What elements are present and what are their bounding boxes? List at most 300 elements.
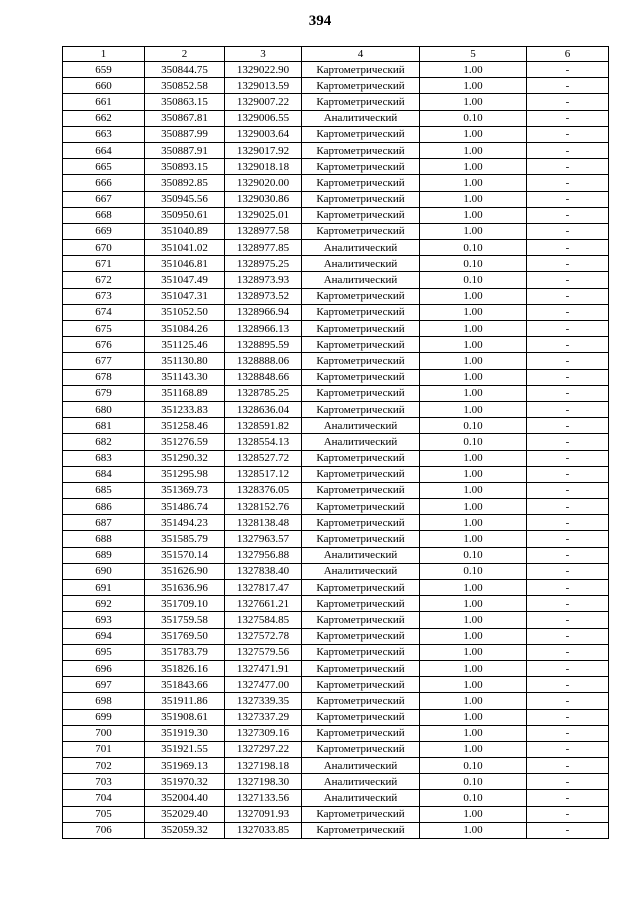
method-cell: Аналитический	[302, 256, 420, 272]
note-cell: -	[527, 434, 609, 450]
note-cell: -	[527, 790, 609, 806]
x-coordinate-cell: 351908.61	[145, 709, 225, 725]
note-cell: -	[527, 401, 609, 417]
method-cell: Картометрический	[302, 126, 420, 142]
y-coordinate-cell: 1329018.18	[225, 159, 302, 175]
y-coordinate-cell: 1328977.58	[225, 223, 302, 239]
x-coordinate-cell: 351843.66	[145, 677, 225, 693]
point-number-cell: 700	[63, 725, 145, 741]
accuracy-cell: 1.00	[420, 401, 527, 417]
accuracy-cell: 1.00	[420, 466, 527, 482]
table-row	[63, 256, 609, 272]
note-cell: -	[527, 78, 609, 94]
point-number-cell: 664	[63, 142, 145, 158]
y-coordinate-cell: 1328785.25	[225, 385, 302, 401]
point-number-cell: 683	[63, 450, 145, 466]
y-coordinate-cell: 1327661.21	[225, 596, 302, 612]
table-body	[63, 62, 609, 839]
note-cell: -	[527, 450, 609, 466]
method-cell: Картометрический	[302, 806, 420, 822]
table-row	[63, 482, 609, 498]
y-coordinate-cell: 1328973.93	[225, 272, 302, 288]
table-row	[63, 515, 609, 531]
x-coordinate-cell: 351290.32	[145, 450, 225, 466]
table-row	[63, 337, 609, 353]
x-coordinate-cell: 350852.58	[145, 78, 225, 94]
y-coordinate-cell: 1327579.56	[225, 644, 302, 660]
y-coordinate-cell: 1329020.00	[225, 175, 302, 191]
y-coordinate-cell: 1328966.94	[225, 304, 302, 320]
x-coordinate-cell: 351636.96	[145, 580, 225, 596]
point-number-cell: 698	[63, 693, 145, 709]
x-coordinate-cell: 351969.13	[145, 758, 225, 774]
note-cell: -	[527, 62, 609, 78]
x-coordinate-cell: 351046.81	[145, 256, 225, 272]
note-cell: -	[527, 272, 609, 288]
y-coordinate-cell: 1327198.30	[225, 774, 302, 790]
table-row	[63, 78, 609, 94]
method-cell: Картометрический	[302, 159, 420, 175]
note-cell: -	[527, 660, 609, 676]
accuracy-cell: 0.10	[420, 758, 527, 774]
x-coordinate-cell: 351709.10	[145, 596, 225, 612]
accuracy-cell: 1.00	[420, 628, 527, 644]
table-row	[63, 126, 609, 142]
x-coordinate-cell: 352029.40	[145, 806, 225, 822]
note-cell: -	[527, 693, 609, 709]
accuracy-cell: 1.00	[420, 450, 527, 466]
x-coordinate-cell: 350893.15	[145, 159, 225, 175]
y-coordinate-cell: 1328977.85	[225, 240, 302, 256]
method-cell: Картометрический	[302, 725, 420, 741]
table-row	[63, 94, 609, 110]
y-coordinate-cell: 1328848.66	[225, 369, 302, 385]
x-coordinate-cell: 351919.30	[145, 725, 225, 741]
method-cell: Картометрический	[302, 822, 420, 838]
point-number-cell: 680	[63, 401, 145, 417]
table-row	[63, 110, 609, 126]
x-coordinate-cell: 350844.75	[145, 62, 225, 78]
method-cell: Картометрический	[302, 288, 420, 304]
table-row	[63, 207, 609, 223]
column-header: 5	[420, 47, 527, 62]
accuracy-cell: 0.10	[420, 256, 527, 272]
point-number-cell: 695	[63, 644, 145, 660]
method-cell: Картометрический	[302, 677, 420, 693]
y-coordinate-cell: 1327477.00	[225, 677, 302, 693]
table-row	[63, 142, 609, 158]
accuracy-cell: 1.00	[420, 515, 527, 531]
note-cell: -	[527, 304, 609, 320]
accuracy-cell: 1.00	[420, 175, 527, 191]
table-row	[63, 644, 609, 660]
point-number-cell: 693	[63, 612, 145, 628]
point-number-cell: 661	[63, 94, 145, 110]
x-coordinate-cell: 351276.59	[145, 434, 225, 450]
accuracy-cell: 0.10	[420, 110, 527, 126]
note-cell: -	[527, 256, 609, 272]
method-cell: Картометрический	[302, 62, 420, 78]
accuracy-cell: 0.10	[420, 272, 527, 288]
y-coordinate-cell: 1328554.13	[225, 434, 302, 450]
y-coordinate-cell: 1327572.78	[225, 628, 302, 644]
accuracy-cell: 0.10	[420, 418, 527, 434]
note-cell: -	[527, 758, 609, 774]
point-number-cell: 682	[63, 434, 145, 450]
note-cell: -	[527, 94, 609, 110]
x-coordinate-cell: 352059.32	[145, 822, 225, 838]
accuracy-cell: 1.00	[420, 62, 527, 78]
method-cell: Картометрический	[302, 693, 420, 709]
method-cell: Картометрический	[302, 78, 420, 94]
accuracy-cell: 1.00	[420, 612, 527, 628]
y-coordinate-cell: 1327584.85	[225, 612, 302, 628]
point-number-cell: 676	[63, 337, 145, 353]
y-coordinate-cell: 1329022.90	[225, 62, 302, 78]
accuracy-cell: 1.00	[420, 709, 527, 725]
note-cell: -	[527, 385, 609, 401]
y-coordinate-cell: 1329013.59	[225, 78, 302, 94]
table-row	[63, 321, 609, 337]
point-number-cell: 704	[63, 790, 145, 806]
note-cell: -	[527, 515, 609, 531]
method-cell: Аналитический	[302, 110, 420, 126]
note-cell: -	[527, 191, 609, 207]
method-cell: Аналитический	[302, 774, 420, 790]
x-coordinate-cell: 351970.32	[145, 774, 225, 790]
method-cell: Аналитический	[302, 240, 420, 256]
accuracy-cell: 1.00	[420, 822, 527, 838]
x-coordinate-cell: 351626.90	[145, 563, 225, 579]
method-cell: Аналитический	[302, 418, 420, 434]
column-header: 2	[145, 47, 225, 62]
column-header: 6	[527, 47, 609, 62]
column-header: 1	[63, 47, 145, 62]
coordinates-table	[62, 46, 609, 839]
x-coordinate-cell: 351921.55	[145, 741, 225, 757]
x-coordinate-cell: 351494.23	[145, 515, 225, 531]
note-cell: -	[527, 337, 609, 353]
method-cell: Картометрический	[302, 515, 420, 531]
accuracy-cell: 1.00	[420, 304, 527, 320]
accuracy-cell: 1.00	[420, 126, 527, 142]
note-cell: -	[527, 321, 609, 337]
table-row	[63, 563, 609, 579]
method-cell: Картометрический	[302, 337, 420, 353]
table-row	[63, 288, 609, 304]
table-row	[63, 741, 609, 757]
table-row	[63, 62, 609, 78]
method-cell: Картометрический	[302, 191, 420, 207]
note-cell: -	[527, 709, 609, 725]
note-cell: -	[527, 126, 609, 142]
accuracy-cell: 1.00	[420, 693, 527, 709]
method-cell: Картометрический	[302, 531, 420, 547]
note-cell: -	[527, 418, 609, 434]
point-number-cell: 699	[63, 709, 145, 725]
y-coordinate-cell: 1327297.22	[225, 741, 302, 757]
point-number-cell: 702	[63, 758, 145, 774]
note-cell: -	[527, 563, 609, 579]
point-number-cell: 673	[63, 288, 145, 304]
method-cell: Картометрический	[302, 353, 420, 369]
point-number-cell: 694	[63, 628, 145, 644]
point-number-cell: 670	[63, 240, 145, 256]
point-number-cell: 692	[63, 596, 145, 612]
x-coordinate-cell: 350887.99	[145, 126, 225, 142]
accuracy-cell: 1.00	[420, 191, 527, 207]
table-row	[63, 822, 609, 838]
table-row	[63, 401, 609, 417]
note-cell: -	[527, 142, 609, 158]
table-row	[63, 596, 609, 612]
y-coordinate-cell: 1327091.93	[225, 806, 302, 822]
table-row	[63, 790, 609, 806]
table-row	[63, 466, 609, 482]
point-number-cell: 678	[63, 369, 145, 385]
y-coordinate-cell: 1329007.22	[225, 94, 302, 110]
table-row	[63, 612, 609, 628]
y-coordinate-cell: 1328527.72	[225, 450, 302, 466]
note-cell: -	[527, 369, 609, 385]
accuracy-cell: 1.00	[420, 660, 527, 676]
column-header: 4	[302, 47, 420, 62]
point-number-cell: 667	[63, 191, 145, 207]
x-coordinate-cell: 351369.73	[145, 482, 225, 498]
y-coordinate-cell: 1327817.47	[225, 580, 302, 596]
y-coordinate-cell: 1327309.16	[225, 725, 302, 741]
note-cell: -	[527, 466, 609, 482]
accuracy-cell: 1.00	[420, 482, 527, 498]
y-coordinate-cell: 1327963.57	[225, 531, 302, 547]
table-row	[63, 660, 609, 676]
table-row	[63, 191, 609, 207]
method-cell: Картометрический	[302, 628, 420, 644]
table-row	[63, 693, 609, 709]
table-row	[63, 223, 609, 239]
method-cell: Картометрический	[302, 580, 420, 596]
method-cell: Аналитический	[302, 272, 420, 288]
x-coordinate-cell: 351233.83	[145, 401, 225, 417]
x-coordinate-cell: 351040.89	[145, 223, 225, 239]
method-cell: Картометрический	[302, 466, 420, 482]
note-cell: -	[527, 499, 609, 515]
x-coordinate-cell: 351486.74	[145, 499, 225, 515]
method-cell: Картометрический	[302, 175, 420, 191]
table-row	[63, 758, 609, 774]
point-number-cell: 663	[63, 126, 145, 142]
y-coordinate-cell: 1329003.64	[225, 126, 302, 142]
y-coordinate-cell: 1327033.85	[225, 822, 302, 838]
method-cell: Аналитический	[302, 547, 420, 563]
method-cell: Аналитический	[302, 790, 420, 806]
x-coordinate-cell: 351041.02	[145, 240, 225, 256]
accuracy-cell: 0.10	[420, 240, 527, 256]
point-number-cell: 668	[63, 207, 145, 223]
accuracy-cell: 1.00	[420, 223, 527, 239]
point-number-cell: 705	[63, 806, 145, 822]
method-cell: Картометрический	[302, 450, 420, 466]
x-coordinate-cell: 351130.80	[145, 353, 225, 369]
point-number-cell: 701	[63, 741, 145, 757]
note-cell: -	[527, 353, 609, 369]
method-cell: Картометрический	[302, 321, 420, 337]
accuracy-cell: 1.00	[420, 644, 527, 660]
table-row	[63, 304, 609, 320]
point-number-cell: 684	[63, 466, 145, 482]
accuracy-cell: 1.00	[420, 288, 527, 304]
accuracy-cell: 1.00	[420, 207, 527, 223]
note-cell: -	[527, 240, 609, 256]
table-row	[63, 272, 609, 288]
point-number-cell: 679	[63, 385, 145, 401]
method-cell: Картометрический	[302, 499, 420, 515]
table-row	[63, 547, 609, 563]
accuracy-cell: 1.00	[420, 596, 527, 612]
table-row	[63, 580, 609, 596]
accuracy-cell: 1.00	[420, 94, 527, 110]
accuracy-cell: 0.10	[420, 547, 527, 563]
table-row	[63, 709, 609, 725]
x-coordinate-cell: 351084.26	[145, 321, 225, 337]
accuracy-cell: 0.10	[420, 774, 527, 790]
note-cell: -	[527, 207, 609, 223]
y-coordinate-cell: 1327471.91	[225, 660, 302, 676]
note-cell: -	[527, 596, 609, 612]
point-number-cell: 685	[63, 482, 145, 498]
y-coordinate-cell: 1327337.29	[225, 709, 302, 725]
note-cell: -	[527, 223, 609, 239]
note-cell: -	[527, 725, 609, 741]
table-row	[63, 240, 609, 256]
y-coordinate-cell: 1328138.48	[225, 515, 302, 531]
note-cell: -	[527, 822, 609, 838]
point-number-cell: 674	[63, 304, 145, 320]
table-row	[63, 385, 609, 401]
method-cell: Картометрический	[302, 612, 420, 628]
point-number-cell: 687	[63, 515, 145, 531]
y-coordinate-cell: 1328517.12	[225, 466, 302, 482]
point-number-cell: 665	[63, 159, 145, 175]
y-coordinate-cell: 1328376.05	[225, 482, 302, 498]
x-coordinate-cell: 351258.46	[145, 418, 225, 434]
point-number-cell: 659	[63, 62, 145, 78]
x-coordinate-cell: 351168.89	[145, 385, 225, 401]
note-cell: -	[527, 110, 609, 126]
note-cell: -	[527, 806, 609, 822]
accuracy-cell: 1.00	[420, 531, 527, 547]
accuracy-cell: 1.00	[420, 725, 527, 741]
table-row	[63, 806, 609, 822]
point-number-cell: 688	[63, 531, 145, 547]
accuracy-cell: 1.00	[420, 677, 527, 693]
point-number-cell: 697	[63, 677, 145, 693]
method-cell: Картометрический	[302, 709, 420, 725]
method-cell: Картометрический	[302, 94, 420, 110]
y-coordinate-cell: 1328966.13	[225, 321, 302, 337]
x-coordinate-cell: 351585.79	[145, 531, 225, 547]
method-cell: Картометрический	[302, 482, 420, 498]
page-number: 394	[308, 13, 332, 29]
note-cell: -	[527, 531, 609, 547]
x-coordinate-cell: 351570.14	[145, 547, 225, 563]
x-coordinate-cell: 351052.50	[145, 304, 225, 320]
point-number-cell: 686	[63, 499, 145, 515]
y-coordinate-cell: 1329030.86	[225, 191, 302, 207]
method-cell: Картометрический	[302, 385, 420, 401]
y-coordinate-cell: 1328975.25	[225, 256, 302, 272]
table-row	[63, 434, 609, 450]
point-number-cell: 703	[63, 774, 145, 790]
y-coordinate-cell: 1327339.35	[225, 693, 302, 709]
method-cell: Картометрический	[302, 207, 420, 223]
accuracy-cell: 1.00	[420, 321, 527, 337]
note-cell: -	[527, 774, 609, 790]
table-row	[63, 175, 609, 191]
method-cell: Аналитический	[302, 563, 420, 579]
x-coordinate-cell: 351047.49	[145, 272, 225, 288]
x-coordinate-cell: 350887.91	[145, 142, 225, 158]
accuracy-cell: 1.00	[420, 499, 527, 515]
table-row	[63, 725, 609, 741]
x-coordinate-cell: 351143.30	[145, 369, 225, 385]
x-coordinate-cell: 351295.98	[145, 466, 225, 482]
point-number-cell: 660	[63, 78, 145, 94]
accuracy-cell: 1.00	[420, 159, 527, 175]
table-row	[63, 418, 609, 434]
accuracy-cell: 1.00	[420, 580, 527, 596]
x-coordinate-cell: 351769.50	[145, 628, 225, 644]
point-number-cell: 706	[63, 822, 145, 838]
table-row	[63, 353, 609, 369]
accuracy-cell: 0.10	[420, 563, 527, 579]
point-number-cell: 671	[63, 256, 145, 272]
table-row	[63, 450, 609, 466]
table-row	[63, 677, 609, 693]
accuracy-cell: 1.00	[420, 385, 527, 401]
table-header-row	[63, 47, 609, 62]
note-cell: -	[527, 741, 609, 757]
y-coordinate-cell: 1328591.82	[225, 418, 302, 434]
method-cell: Картометрический	[302, 369, 420, 385]
point-number-cell: 689	[63, 547, 145, 563]
table-row	[63, 628, 609, 644]
x-coordinate-cell: 350863.15	[145, 94, 225, 110]
accuracy-cell: 1.00	[420, 78, 527, 94]
note-cell: -	[527, 175, 609, 191]
point-number-cell: 690	[63, 563, 145, 579]
accuracy-cell: 1.00	[420, 353, 527, 369]
method-cell: Картометрический	[302, 401, 420, 417]
x-coordinate-cell: 351759.58	[145, 612, 225, 628]
method-cell: Аналитический	[302, 758, 420, 774]
point-number-cell: 675	[63, 321, 145, 337]
point-number-cell: 681	[63, 418, 145, 434]
note-cell: -	[527, 547, 609, 563]
point-number-cell: 677	[63, 353, 145, 369]
point-number-cell: 691	[63, 580, 145, 596]
y-coordinate-cell: 1327956.88	[225, 547, 302, 563]
x-coordinate-cell: 351783.79	[145, 644, 225, 660]
x-coordinate-cell: 352004.40	[145, 790, 225, 806]
point-number-cell: 672	[63, 272, 145, 288]
note-cell: -	[527, 580, 609, 596]
y-coordinate-cell: 1328888.06	[225, 353, 302, 369]
x-coordinate-cell: 351047.31	[145, 288, 225, 304]
method-cell: Картометрический	[302, 644, 420, 660]
accuracy-cell: 1.00	[420, 741, 527, 757]
accuracy-cell: 0.10	[420, 434, 527, 450]
